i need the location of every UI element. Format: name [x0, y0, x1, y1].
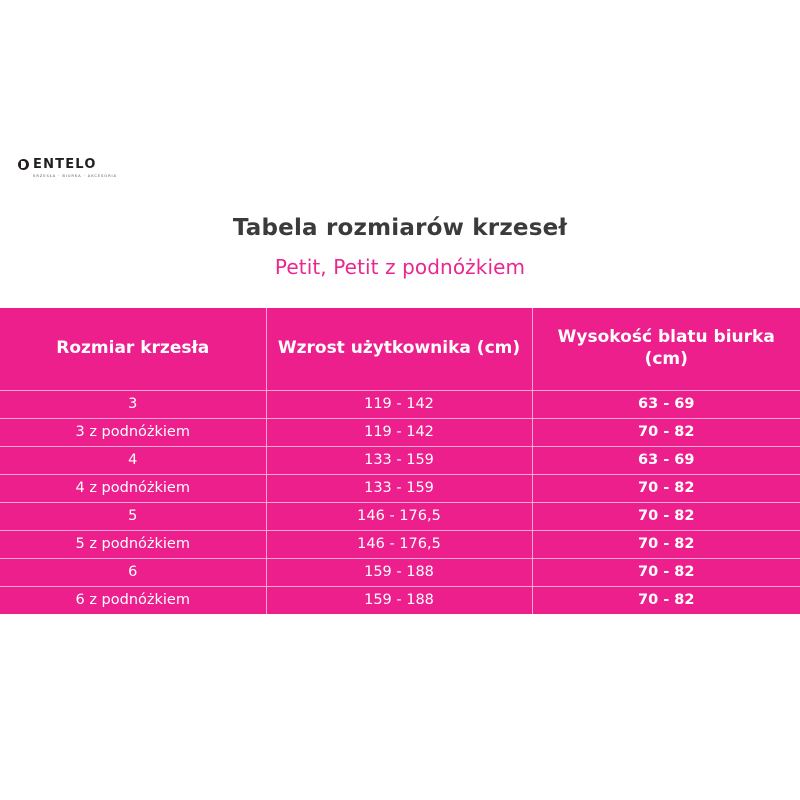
cell-desk-height: 70 - 82: [532, 531, 800, 559]
cell-desk-height: 63 - 69: [532, 447, 800, 475]
brand-wordmark: ENTELO: [33, 157, 97, 172]
document-header: [0, 143, 800, 308]
cell-desk-height: 70 - 82: [532, 503, 800, 531]
column-header-chair-size: Rozmiar krzesła: [0, 308, 266, 391]
cell-user-height: 119 - 142: [266, 419, 532, 447]
table-row: [0, 559, 800, 587]
table-row: [0, 419, 800, 447]
table-row: [0, 447, 800, 475]
table-row: [0, 475, 800, 503]
cell-user-height: 159 - 188: [266, 587, 532, 615]
cell-chair-size: 5 z podnóżkiem: [0, 531, 266, 559]
brand-tagline: KRZESŁA · BIURKA · AKCESORIA: [33, 173, 117, 179]
brand-logo: [18, 157, 117, 179]
cell-desk-height: 70 - 82: [532, 419, 800, 447]
cell-user-height: 133 - 159: [266, 447, 532, 475]
table-header-row: [0, 308, 800, 391]
table-row: [0, 391, 800, 419]
cell-desk-height: 70 - 82: [532, 475, 800, 503]
column-header-desk-height: Wysokość blatu biurka (cm): [532, 308, 800, 391]
cell-desk-height: 63 - 69: [532, 391, 800, 419]
cell-chair-size: 6: [0, 559, 266, 587]
cell-chair-size: 4 z podnóżkiem: [0, 475, 266, 503]
cell-user-height: 146 - 176,5: [266, 531, 532, 559]
cell-user-height: 119 - 142: [266, 391, 532, 419]
cell-chair-size: 4: [0, 447, 266, 475]
table-row: [0, 531, 800, 559]
entelo-circle-logo-icon: [18, 159, 29, 170]
logo-row: [18, 158, 98, 171]
size-table: [0, 308, 800, 614]
cell-user-height: 159 - 188: [266, 559, 532, 587]
cell-chair-size: 3: [0, 391, 266, 419]
cell-chair-size: 6 z podnóżkiem: [0, 587, 266, 615]
table-row: [0, 503, 800, 531]
size-table-container: [0, 308, 800, 614]
bottom-whitespace: [0, 614, 800, 757]
cell-desk-height: 70 - 82: [532, 587, 800, 615]
page-title: Tabela rozmiarów krzeseł: [232, 215, 568, 241]
page-subtitle: Petit, Petit z podnóżkiem: [274, 255, 526, 279]
cell-user-height: 146 - 176,5: [266, 503, 532, 531]
cell-chair-size: 5: [0, 503, 266, 531]
cell-chair-size: 3 z podnóżkiem: [0, 419, 266, 447]
table-row: [0, 587, 800, 615]
column-header-user-height: Wzrost użytkownika (cm): [266, 308, 532, 391]
content-sheet: [0, 143, 800, 757]
cell-desk-height: 70 - 82: [532, 559, 800, 587]
cell-user-height: 133 - 159: [266, 475, 532, 503]
